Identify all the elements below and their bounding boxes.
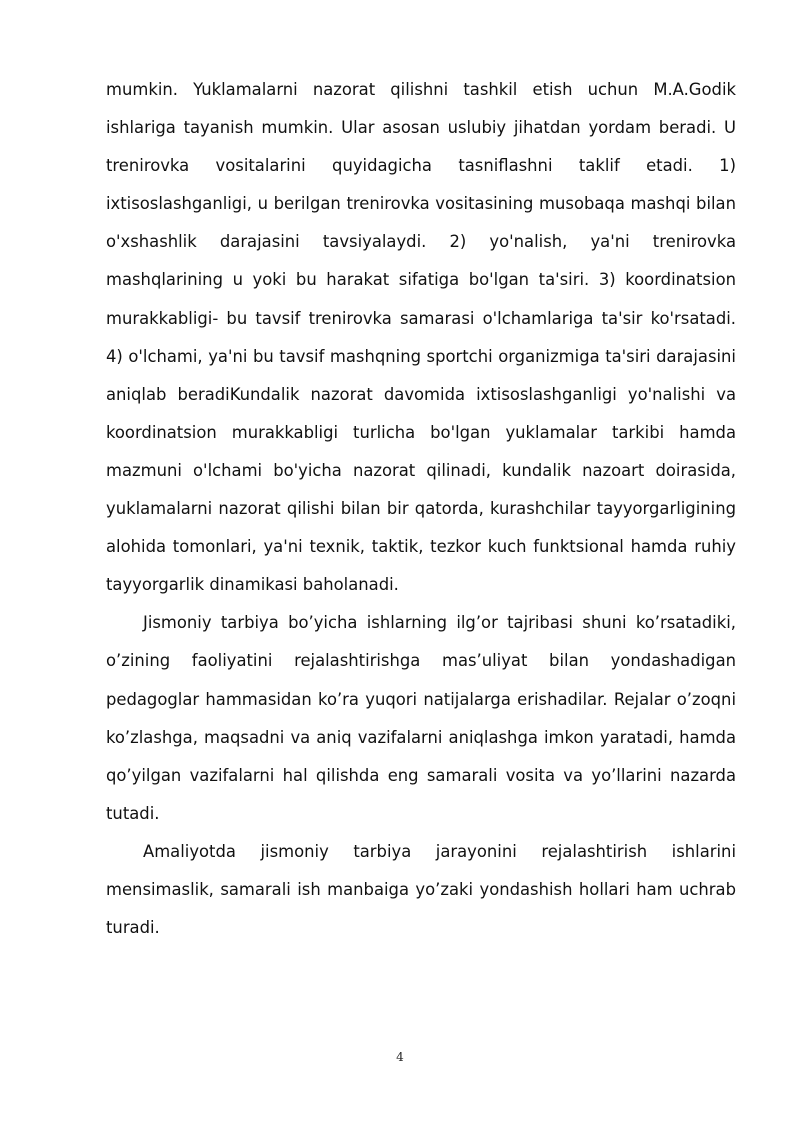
paragraph-2: Jismoniy tarbiya bo’yicha ishlarning ilg’or tajribasi shuni ko’rsatadiki, o’zining faoliyatini rejalashtirishga mas’uliyat bilan yondashadigan pedagoglar hammasidan ko’ra yuqori natijalarga erishadilar. Rejalar o’zoqni ko’zlashga, maqsadni va aniq vazifalarni aniqlashga imkon yaratadi, hamda qo’yilgan vazifalarni hal qilishda eng samarali vosita va yo’llarini nazarda tutadi.	[106, 613, 736, 823]
page-number: 4	[396, 1050, 404, 1064]
paragraph-3: Amaliyotda jismoniy tarbiya jarayonini rejalashtirish ishlarini mensimaslik, samarali ish manbaiga yo’zaki yondashish hollari ham uchrab turadi.	[106, 841, 736, 938]
document-page	[106, 71, 736, 947]
paragraph-1: mumkin. Yuklamalarni nazorat qilishni tashkil etish uchun M.A.Godik ishlariga tayanish mumkin. Ular asosan uslubiy jihatdan yordam beradi. U trenirovka vositalarini quyidagicha tasniflashni taklif etadi. 1) ixtisoslashganligi, u berilgan trenirovka vositasining musobaqa mashqi bilan o'xshashlik darajasini tavsiyalaydi. 2) yo'nalish, ya'ni trenirovka mashqlarining u yoki bu harakat sifatiga bo'lgan ta'siri. 3) koordinatsion murakkabligi- bu tavsif trenirovka samarasi o'lchamlariga ta'sir ko'rsatadi. 4) o'lchami, ya'ni bu tavsif mashqning sportchi organizmiga ta'siri darajasini aniqlab beradiKundalik nazorat davomida ixtisoslashganligi yo'nalishi va koordinatsion murakkabligi turlicha bo'lgan yuklamalar tarkibi hamda mazmuni o'lchami bo'yicha nazorat qilinadi, kundalik nazoart doirasida, yuklamalarni nazorat qilishi bilan bir qatorda, kurashchilar tayyorgarligining alohida tomonlari, ya'ni texnik, taktik, tezkor kuch funktsional hamda ruhiy tayyorgarlik dinamikasi baholanadi.	[106, 80, 736, 595]
